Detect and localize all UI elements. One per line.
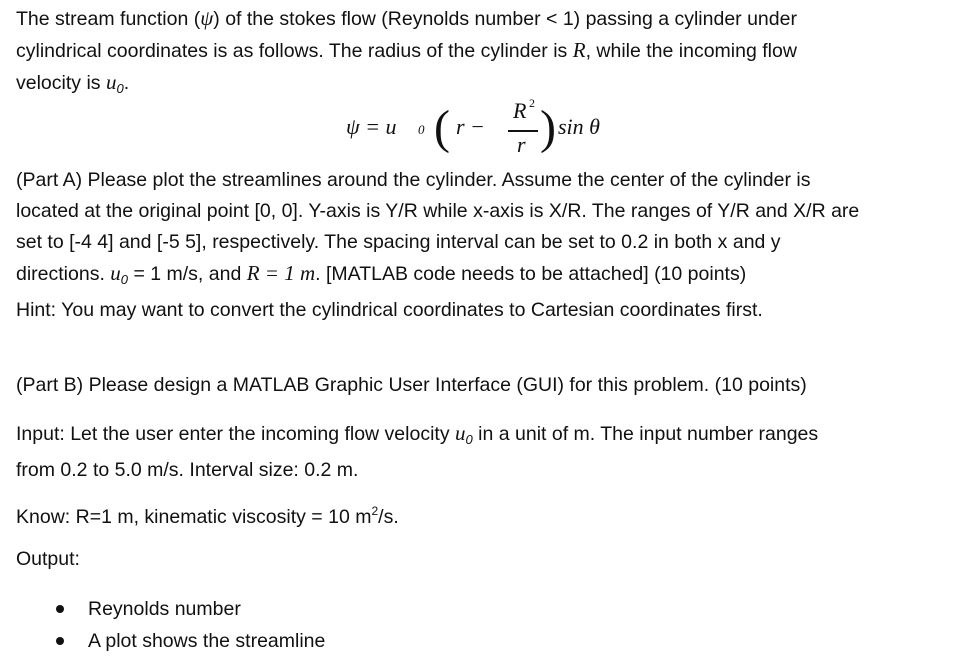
part-a-paragraph: (Part A) Please plot the streamlines around the cylinder. Assume the center of the cylinder is located at the original point [0, 0]. Y-axis is Y/R while x-axis is X/R. The ranges of Y/R and X/R are set to [-4 4] and [-5 5], respectively. The spacing interval can be set to 0.2 in both x and y directions. $u_0 = 1$ m/s, and R = 1 m. [MATLAB code needs to be attached] (10 points) Hint: You may want to convert the cylindrical coordinates to Cartesian coordinates first.: [16, 169, 860, 321]
bullet-icon: [56, 637, 64, 645]
part-b-know: Know: R=1 m, kinematic viscosity = 10 $m^2/s$.: [16, 504, 399, 528]
part-b-input: Input: Let the user enter the incoming flow velocity $u_0$ in a unit of m. The input number ranges from 0.2 to 5.0 m/s. Interval size: 0.2 m.: [16, 421, 819, 481]
bullet-icon: [56, 605, 64, 613]
stream-function-equation: ψ = u 0 ( r − R 2 r ) sin θ: [346, 96, 600, 157]
output-list: [56, 593, 325, 657]
intro-paragraph: The stream function (ψ) of the stokes flow (Reynolds number < 1) passing a cylinder under cylindrical coordinates is as follows. The radius of the cylinder is R, while the incoming flow velocity is $u_0$.: [16, 6, 797, 96]
list-item: Reynolds number: [56, 593, 325, 625]
part-b-output-label: Output:: [16, 548, 80, 570]
list-item: A plot shows the streamline: [56, 625, 325, 657]
psi-symbol: ψ: [200, 6, 214, 30]
part-b-title: (Part B) Please design a MATLAB Graphic User Interface (GUI) for this problem. (10 points): [16, 374, 807, 396]
